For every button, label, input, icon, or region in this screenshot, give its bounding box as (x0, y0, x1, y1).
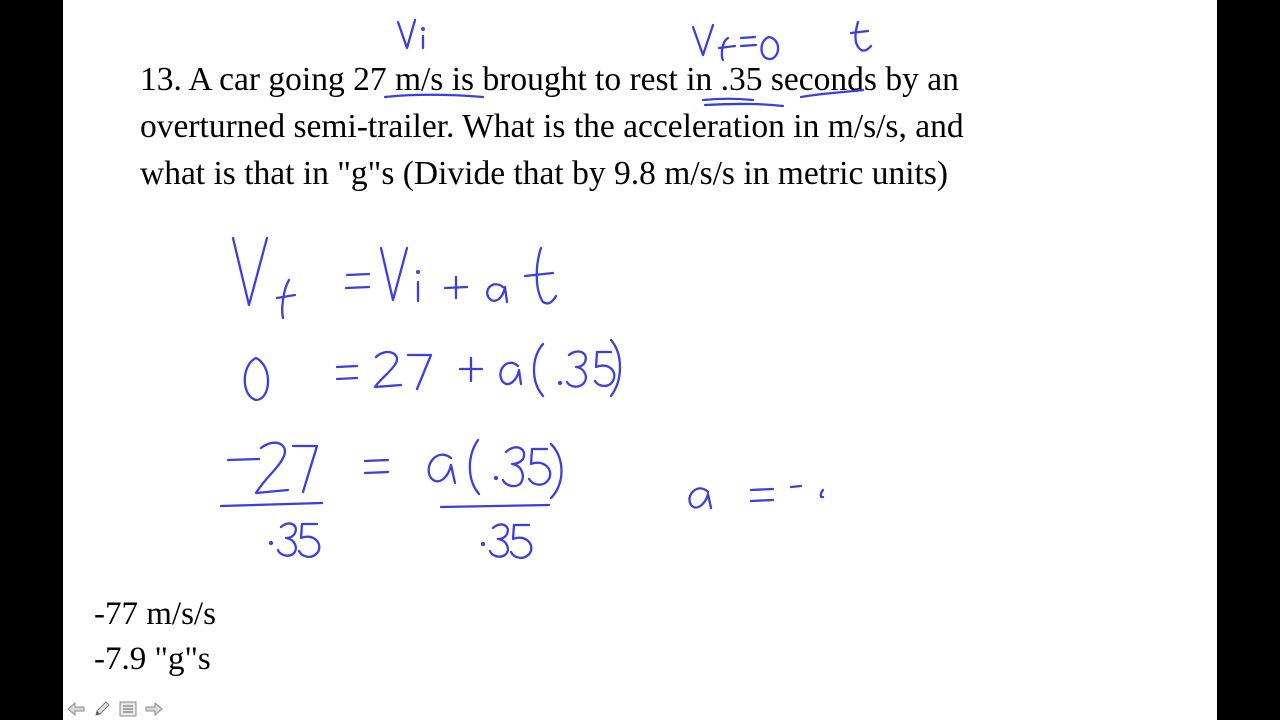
ink-label-vf (693, 25, 778, 60)
answer-acceleration: -77 m/s/s (94, 596, 216, 632)
answers-block (94, 592, 216, 682)
ink-result-start (689, 486, 823, 508)
problem-line-1: 13. A car going 27 m/s is brought to rest in .35 seconds by an (140, 61, 959, 98)
arrow-right-icon[interactable] (143, 699, 165, 719)
ink-underline-speed (385, 95, 483, 97)
answer-g-force: -7.9 "g"s (94, 641, 211, 677)
slide-navigation-toolbar (63, 698, 165, 720)
menu-icon[interactable] (117, 699, 139, 719)
ink-overline-acceleration (705, 104, 783, 106)
ink-label-t (851, 22, 871, 51)
handwritten-annotations (63, 0, 1217, 720)
ink-equation-line-1 (233, 238, 556, 318)
problem-line-3: what is that in "g"s (Divide that by 9.8 m/s/s in metric units) (140, 155, 949, 192)
ink-underline-time (801, 90, 863, 97)
pen-icon[interactable] (91, 699, 113, 719)
ink-label-vi (398, 20, 424, 48)
ink-equation-line-2 (245, 340, 620, 400)
ink-equation-line-3 (221, 440, 562, 507)
ink-denominators (270, 523, 531, 557)
ink-overline-rest (703, 99, 753, 100)
arrow-left-icon[interactable] (65, 699, 87, 719)
problem-line-2: overturned semi-trailer. What is the acceleration in m/s/s, and (140, 108, 964, 145)
slide-canvas (63, 0, 1217, 720)
